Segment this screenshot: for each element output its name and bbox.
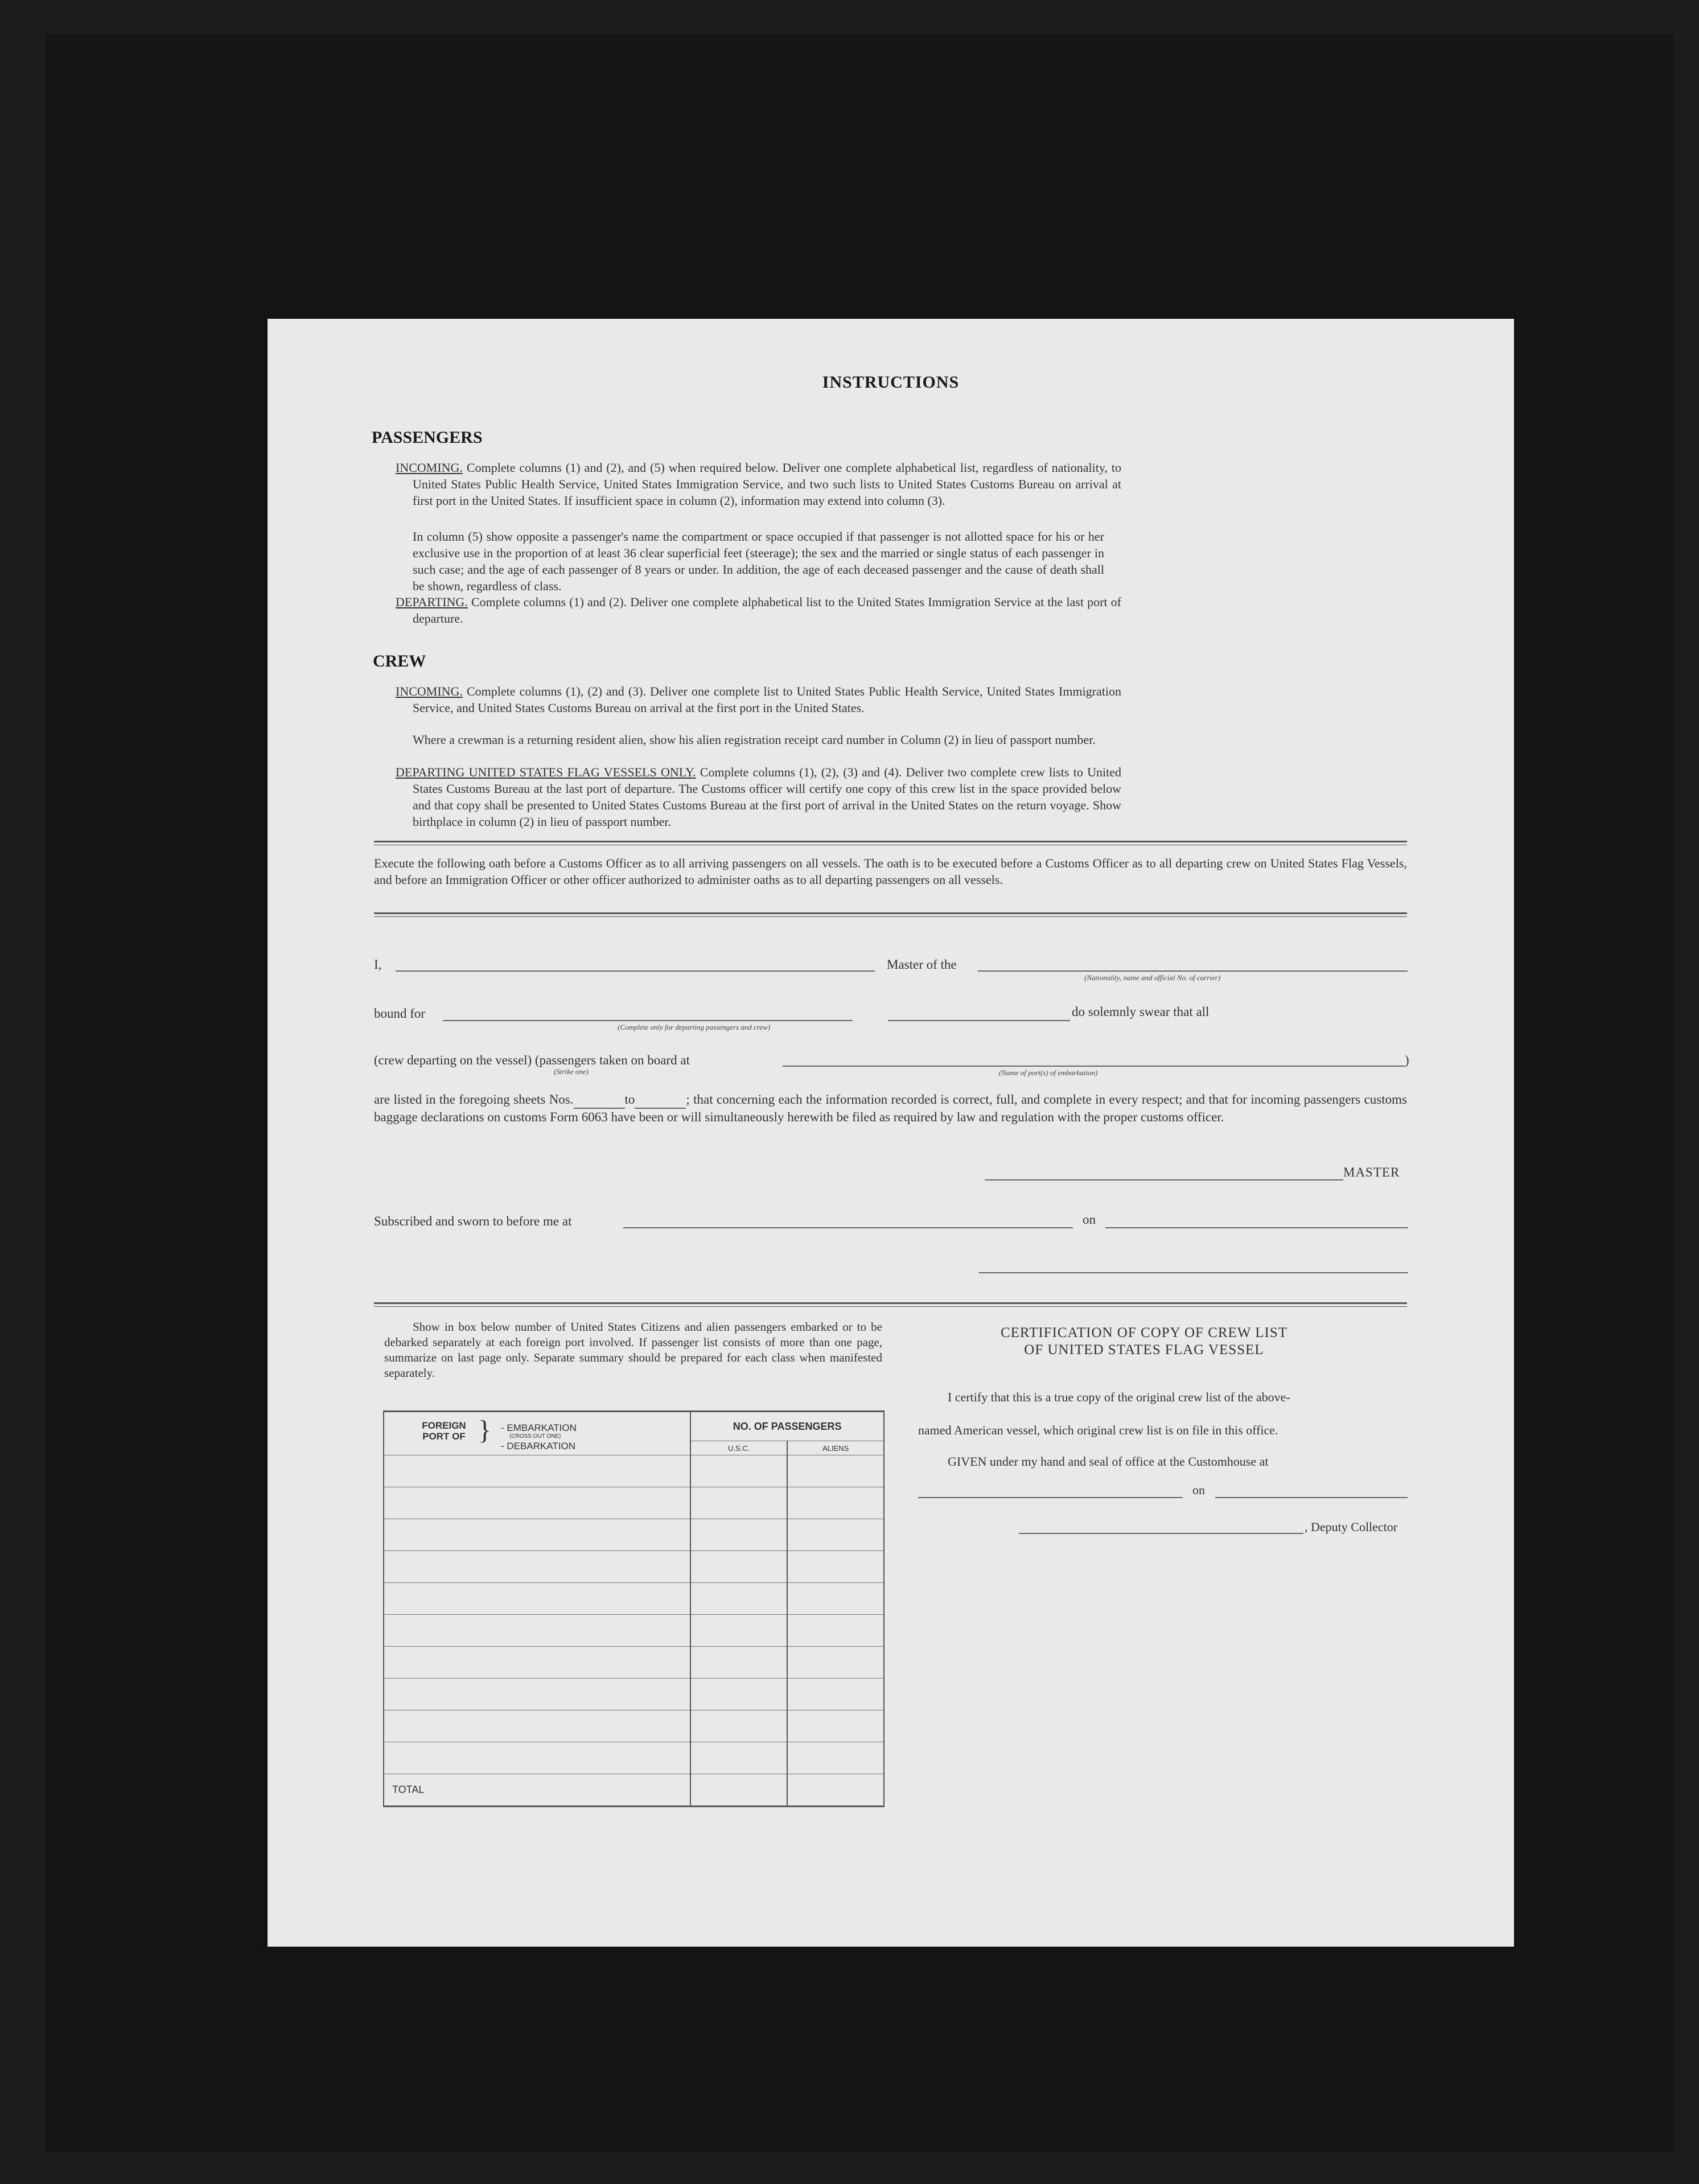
ports-note: (Name of port(s) of embarkation) [999, 1068, 1098, 1077]
debarkation-label: - DEBARKATION [501, 1441, 575, 1451]
oath-instruction: Execute the following oath before a Customs Officer as to all arriving passengers on all vessels. The oath is to be executed before a Customs Officer as to all departing crew on United States Flag Vessels, and before an Immigration Officer or other officer authorized to administer oaths as to all departing passengers on all vessels. [374, 856, 1407, 887]
port-cell[interactable] [384, 1615, 690, 1647]
carrier-note: (Nationality, name and official No. of carrier) [1084, 973, 1221, 982]
master-of-the-label: Master of the [887, 957, 957, 972]
section-divider [374, 841, 1407, 845]
foreign-port-header [384, 1412, 690, 1455]
crew-departing-label: DEPARTING UNITED STATES FLAG VESSELS ONLY. [396, 765, 696, 779]
passenger-summary-table [383, 1410, 885, 1807]
master-label: MASTER [1343, 1165, 1400, 1179]
table-row [384, 1487, 884, 1519]
usc-cell[interactable] [690, 1583, 787, 1615]
certification-title-line2: OF UNITED STATES FLAG VESSEL [1024, 1342, 1264, 1358]
port-cell[interactable] [384, 1647, 690, 1679]
port-cell[interactable] [384, 1679, 690, 1710]
passengers-departing-label: DEPARTING. [396, 595, 468, 609]
aliens-cell[interactable] [787, 1455, 884, 1487]
table-row [384, 1455, 884, 1487]
table-row [384, 1583, 884, 1615]
sworn-place-field[interactable] [623, 1227, 1073, 1228]
given-text: GIVEN under my hand and seal of office at the Customhouse at [948, 1454, 1269, 1469]
total-label [384, 1774, 690, 1807]
bound-for-label: bound for [374, 1006, 426, 1021]
usc-cell[interactable] [690, 1647, 787, 1679]
usc-cell[interactable] [690, 1519, 787, 1551]
table-row [384, 1710, 884, 1742]
usc-header: U.S.C. [690, 1441, 787, 1455]
carrier-field[interactable] [978, 970, 1408, 972]
swear-text: do solemnly swear that all [1072, 1005, 1210, 1019]
certify-line1: I certify that this is a true copy of the original crew list of the above- [948, 1390, 1290, 1404]
aliens-cell[interactable] [787, 1679, 884, 1710]
port-cell[interactable] [384, 1519, 690, 1551]
usc-total-cell[interactable] [690, 1774, 787, 1807]
cross-out-note: (CROSS OUT ONE) [509, 1433, 561, 1439]
oath-i-label: I, [374, 957, 382, 972]
passengers-column5-paragraph: In column (5) show opposite a passenger's name the compartment or space occupied if that passenger is not allotted space for his or her exclusive use in the proportion of at least 36 clear superficial feet (steerage); the sex and the married or single status of each passenger in such case; and the age of each passenger of 8 years or under. In addition, the age of each deceased passenger and the cause of death shall be shown, regardless of class. [413, 529, 1104, 593]
brace-glyph: } [478, 1415, 492, 1445]
certification-title-line1: CERTIFICATION OF COPY OF CREW LIST [1000, 1325, 1288, 1340]
table-row [384, 1551, 884, 1583]
aliens-cell[interactable] [787, 1742, 884, 1774]
bound-for-note: (Complete only for departing passengers and crew) [618, 1023, 771, 1031]
passengers-incoming-paragraph [396, 459, 1121, 509]
crew-heading: CREW [373, 652, 426, 671]
aliens-total-cell[interactable] [787, 1774, 884, 1807]
sworn-date-field[interactable] [1105, 1227, 1408, 1228]
certify-line2: named American vessel, which original crew list is on file in this office. [918, 1423, 1278, 1437]
summary-instruction: Show in box below number of United States Citizens and alien passengers embarked or to be debarked separately at each foreign port involved. If passenger list consists of more than one page, summarize on last page only. Separate summary should be prepared for each class when manifested separately. [384, 1320, 882, 1380]
crew-incoming-paragraph [396, 683, 1121, 716]
aliens-header: ALIENS [787, 1441, 884, 1455]
bound-for-field[interactable] [443, 1020, 853, 1021]
bound-for-field-2[interactable] [888, 1020, 1070, 1021]
master-name-field[interactable] [396, 970, 875, 972]
sheet-to-field[interactable] [635, 1091, 686, 1109]
aliens-cell[interactable] [787, 1519, 884, 1551]
aliens-cell[interactable] [787, 1647, 884, 1679]
usc-cell[interactable] [690, 1742, 787, 1774]
aliens-cell[interactable] [787, 1710, 884, 1742]
table-row [384, 1615, 884, 1647]
foreign-port-label: FOREIGN PORT OF [422, 1420, 466, 1442]
passengers-departing-paragraph [396, 594, 1121, 627]
crew-incoming-label: INCOMING. [396, 684, 463, 698]
customhouse-field[interactable] [918, 1497, 1183, 1498]
to-text: to [624, 1092, 635, 1107]
form-sheet [268, 319, 1514, 1947]
usc-cell[interactable] [690, 1551, 787, 1583]
table-row [384, 1679, 884, 1710]
aliens-cell[interactable] [787, 1551, 884, 1583]
certification-title [922, 1325, 1366, 1359]
crew-incoming-text: Complete columns (1), (2) and (3). Deliver one complete list to United States Public Health Service, United States Immigration Service, and United States Customs Bureau on arrival at the first port in the United States. [413, 684, 1121, 715]
cert-on-label: on [1192, 1483, 1205, 1497]
total-row [384, 1774, 884, 1807]
deputy-signature-field[interactable] [1019, 1533, 1303, 1534]
usc-cell[interactable] [690, 1455, 787, 1487]
listed-text: are listed in the foregoing sheets Nos. [374, 1092, 574, 1107]
crew-departing-text: Complete columns (1), (2), (3) and (4). Deliver two complete crew lists to United States Customs Bureau at the last port of departure. The Customs officer will certify one copy of this crew list in the space provided below and that copy shall be presented to United States Customs Bureau at the first port of arrival in the United States on the return voyage. Show birthplace in column (2) in lieu of passport number. [413, 765, 1121, 829]
table-row [384, 1519, 884, 1551]
listed-rest: ; that concerning each the information recorded is correct, full, and complete in every respect; and that for incoming passengers customs baggage declarations on customs Form 6063 have been or will simultaneously herewith be filed as required by law and regulation with the proper customs officer. [374, 1092, 1407, 1124]
page-title: INSTRUCTIONS [822, 373, 960, 392]
port-cell[interactable] [384, 1455, 690, 1487]
embarkation-label: - EMBARKATION [501, 1422, 577, 1433]
crew-resident-paragraph: Where a crewman is a returning resident alien, show his alien registration receipt card number in Column (2) in lieu of passport number. [413, 733, 1096, 747]
no-passengers-header: NO. OF PASSENGERS [690, 1412, 884, 1441]
deputy-collector-label: , Deputy Collector [1305, 1520, 1398, 1534]
aliens-cell[interactable] [787, 1487, 884, 1519]
usc-cell[interactable] [690, 1679, 787, 1710]
passengers-departing-text: Complete columns (1) and (2). Deliver one complete alphabetical list to the United States Immigration Service at the last port of departure. [413, 595, 1121, 626]
aliens-cell[interactable] [787, 1583, 884, 1615]
sworn-on-label: on [1083, 1212, 1096, 1227]
port-cell[interactable] [384, 1487, 690, 1519]
master-signature-field[interactable] [985, 1179, 1343, 1181]
crew-departing-paragraph [396, 764, 1121, 830]
table-row [384, 1647, 884, 1679]
usc-cell[interactable] [690, 1615, 787, 1647]
usc-cell[interactable] [690, 1487, 787, 1519]
usc-cell[interactable] [690, 1710, 787, 1742]
port-cell[interactable] [384, 1583, 690, 1615]
table-row [384, 1742, 884, 1774]
officer-signature-field[interactable] [979, 1272, 1408, 1273]
section-divider [374, 1302, 1407, 1307]
passengers-heading: PASSENGERS [372, 428, 483, 447]
passengers-incoming-text: Complete columns (1) and (2), and (5) when required below. Deliver one complete alphabetical list, regardless of nationality, to United States Public Health Service, United States Immigration Service, and two such lists to United States Customs Bureau on arrival at first port in the United States. If insufficient space in column (2), information may extend into column (3). [413, 460, 1121, 508]
crew-passengers-text: (crew departing on the vessel) (passengers taken on board at [374, 1053, 690, 1067]
listed-paragraph [374, 1091, 1407, 1125]
subscribed-text: Subscribed and sworn to before me at [374, 1214, 572, 1228]
total-text: TOTAL [392, 1784, 425, 1795]
strike-note: (Strike one) [554, 1067, 589, 1076]
embarkation-ports-field[interactable] [783, 1066, 1405, 1067]
section-divider [374, 912, 1407, 917]
sheet-from-field[interactable] [574, 1091, 625, 1109]
passengers-incoming-label: INCOMING. [396, 460, 463, 475]
cert-date-field[interactable] [1215, 1497, 1408, 1498]
close-paren: ) [1405, 1053, 1409, 1067]
port-cell[interactable] [384, 1710, 690, 1742]
aliens-cell[interactable] [787, 1615, 884, 1647]
port-cell[interactable] [384, 1551, 690, 1583]
port-cell[interactable] [384, 1742, 690, 1774]
